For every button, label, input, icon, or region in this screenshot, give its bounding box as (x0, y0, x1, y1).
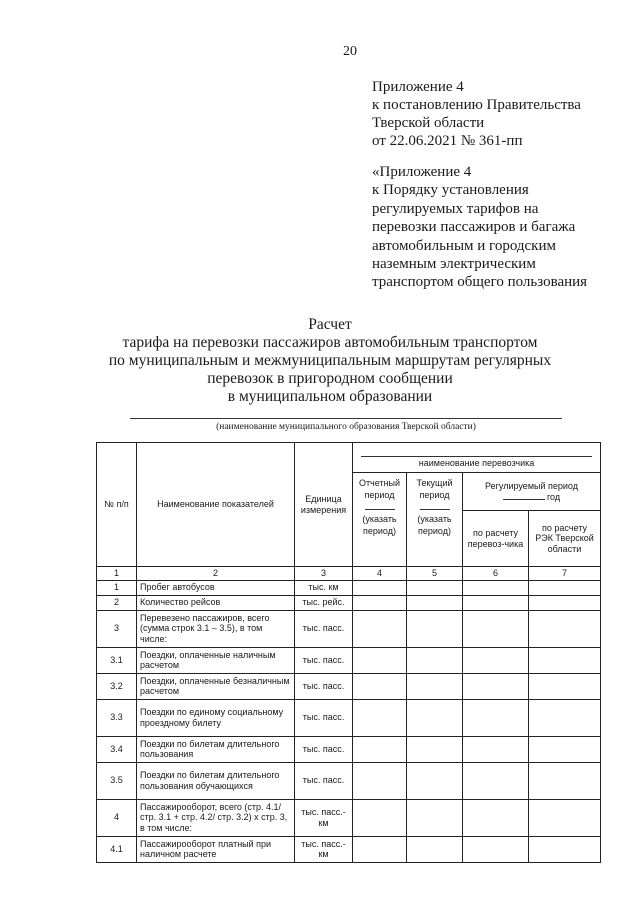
row-number: 3.2 (97, 673, 137, 699)
appendix-ref-line: «Приложение 4 (372, 164, 472, 180)
table-row (97, 762, 601, 799)
value-cell (529, 799, 601, 836)
year-label: год (546, 492, 561, 502)
row-number: 4.1 (97, 836, 137, 862)
column-index: 1 (97, 567, 137, 581)
column-index: 6 (463, 567, 529, 581)
value-cell (353, 580, 407, 595)
title-line: тарифа на перевозки пассажиров автомобильным транспортом (122, 334, 538, 351)
value-cell (463, 580, 529, 595)
row-name: Пробег автобусов (137, 580, 295, 595)
column-index: 2 (137, 567, 295, 581)
title-line: перевозок в пригородном сообщении (207, 370, 453, 387)
column-index: 7 (529, 567, 601, 581)
row-number: 3 (97, 610, 137, 647)
header-by-rek: по расчету РЭК Тверской области (529, 511, 601, 567)
value-cell (353, 836, 407, 862)
row-unit: тыс. пасс. (295, 610, 353, 647)
carrier-fill-line (361, 456, 592, 457)
value-cell (407, 699, 463, 736)
value-cell (463, 699, 529, 736)
column-index: 4 (353, 567, 407, 581)
row-name: Поездки по билетам длительного пользования обучающихся (137, 762, 295, 799)
appendix-ref-line: наземным электрическим (372, 256, 536, 273)
table-row (97, 595, 601, 610)
value-cell (353, 595, 407, 610)
value-cell (463, 836, 529, 862)
page-number: 20 (343, 44, 357, 59)
value-cell (407, 836, 463, 862)
row-name: Поездки, оплаченные безналичным расчетом (137, 673, 295, 699)
table-row (97, 647, 601, 673)
appendix-line: Тверской области (372, 115, 485, 131)
value-cell (463, 673, 529, 699)
row-unit: тыс. пасс. (295, 736, 353, 762)
row-number: 3.3 (97, 699, 137, 736)
value-cell (529, 647, 601, 673)
value-cell (529, 736, 601, 762)
municipality-fill-line (130, 418, 562, 419)
table-row (97, 736, 601, 762)
specify-label: (указать период) (417, 514, 452, 536)
value-cell (353, 699, 407, 736)
header-num: № п/п (97, 443, 137, 567)
document-title (60, 316, 600, 406)
header-name: Наименование показателей (137, 443, 295, 567)
value-cell (407, 736, 463, 762)
header-by-carrier: по расчету перевоз-чика (463, 511, 529, 567)
row-unit: тыс. пасс. (295, 673, 353, 699)
appendix-line: Приложение 4 (372, 79, 464, 95)
row-name: Пассажирооборот, всего (стр. 4.1/стр. 3.1 + стр. 4.2/ стр. 3.2) х стр. 3, в том числе: (137, 799, 295, 836)
row-name: Количество рейсов (137, 595, 295, 610)
appendix-ref-line: транспортом общего пользования (372, 274, 588, 291)
value-cell (407, 610, 463, 647)
appendix-ref-block (372, 163, 587, 292)
appendix-ref-line: регулируемых тарифов на (372, 200, 539, 217)
value-cell (353, 762, 407, 799)
value-cell (407, 580, 463, 595)
table-row (97, 699, 601, 736)
row-unit: тыс. пасс. (295, 762, 353, 799)
value-cell (407, 673, 463, 699)
value-cell (407, 647, 463, 673)
appendix-line: к постановлению Правительства (372, 97, 581, 113)
value-cell (529, 673, 601, 699)
value-cell (353, 647, 407, 673)
row-unit: тыс. пасс. (295, 647, 353, 673)
header-regulated-period (463, 473, 601, 511)
table-row (97, 836, 601, 862)
current-label: Текущий период (416, 478, 453, 500)
table-row (97, 580, 601, 595)
carrier-caption: наименование перевозчика (418, 458, 535, 468)
value-cell (407, 762, 463, 799)
row-unit: тыс. пасс.- км (295, 836, 353, 862)
value-cell (463, 647, 529, 673)
value-cell (529, 580, 601, 595)
row-name: Поездки по билетам длительного пользования (137, 736, 295, 762)
row-number: 4 (97, 799, 137, 836)
header-carrier (353, 443, 601, 473)
reporting-label: Отчетный период (358, 478, 401, 500)
row-number: 3.4 (97, 736, 137, 762)
value-cell (463, 610, 529, 647)
column-index: 5 (407, 567, 463, 581)
value-cell (353, 673, 407, 699)
row-number: 1 (97, 580, 137, 595)
title-line: Расчет (308, 316, 352, 333)
year-fill-line (503, 491, 545, 500)
specify-label: (указать период) (362, 514, 397, 536)
table-row (97, 610, 601, 647)
appendix-ref-line: автомобильным и городским (372, 237, 556, 254)
appendix-ref-line: перевозки пассажиров и багажа (372, 219, 576, 236)
municipality-caption: (наименование муниципального образования Тверской области) (216, 422, 476, 432)
period-fill-line (365, 501, 395, 510)
row-unit: тыс. пасс.- км (295, 799, 353, 836)
value-cell (407, 799, 463, 836)
row-number: 3.5 (97, 762, 137, 799)
value-cell (463, 762, 529, 799)
row-number: 3.1 (97, 647, 137, 673)
row-unit: тыс. пасс. (295, 699, 353, 736)
value-cell (353, 736, 407, 762)
header-current-period (407, 473, 463, 567)
tariff-calculation-table (96, 442, 601, 863)
value-cell (463, 595, 529, 610)
appendix-block (372, 78, 581, 150)
value-cell (463, 799, 529, 836)
header-reporting-period (353, 473, 407, 567)
row-name: Перевезено пассажиров, всего (сумма строк 3.1 – 3.5), в том числе: (137, 610, 295, 647)
table-row (97, 673, 601, 699)
row-unit: тыс. км (295, 580, 353, 595)
value-cell (529, 836, 601, 862)
value-cell (353, 610, 407, 647)
appendix-line: от 22.06.2021 № 361-пп (372, 133, 523, 149)
value-cell (529, 610, 601, 647)
value-cell (529, 699, 601, 736)
value-cell (529, 595, 601, 610)
title-line: в муниципальном образовании (227, 388, 433, 405)
value-cell (353, 799, 407, 836)
appendix-ref-line: к Порядку установления (372, 182, 529, 199)
value-cell (529, 762, 601, 799)
period-fill-line (420, 501, 450, 510)
value-cell (407, 595, 463, 610)
header-unit: Единица измерения (295, 443, 353, 567)
row-name: Поездки по единому социальному проездному билету (137, 699, 295, 736)
value-cell (463, 736, 529, 762)
row-number: 2 (97, 595, 137, 610)
row-name: Пассажирооборот платный при наличном расчете (137, 836, 295, 862)
title-line: по муниципальным и межмуниципальным маршрутам регулярных (108, 352, 552, 369)
regulated-label: Регулируемый период (485, 480, 578, 491)
column-index-row (97, 567, 601, 581)
row-unit: тыс. рейс. (295, 595, 353, 610)
table-row (97, 799, 601, 836)
column-index: 3 (295, 567, 353, 581)
row-name: Поездки, оплаченные наличным расчетом (137, 647, 295, 673)
